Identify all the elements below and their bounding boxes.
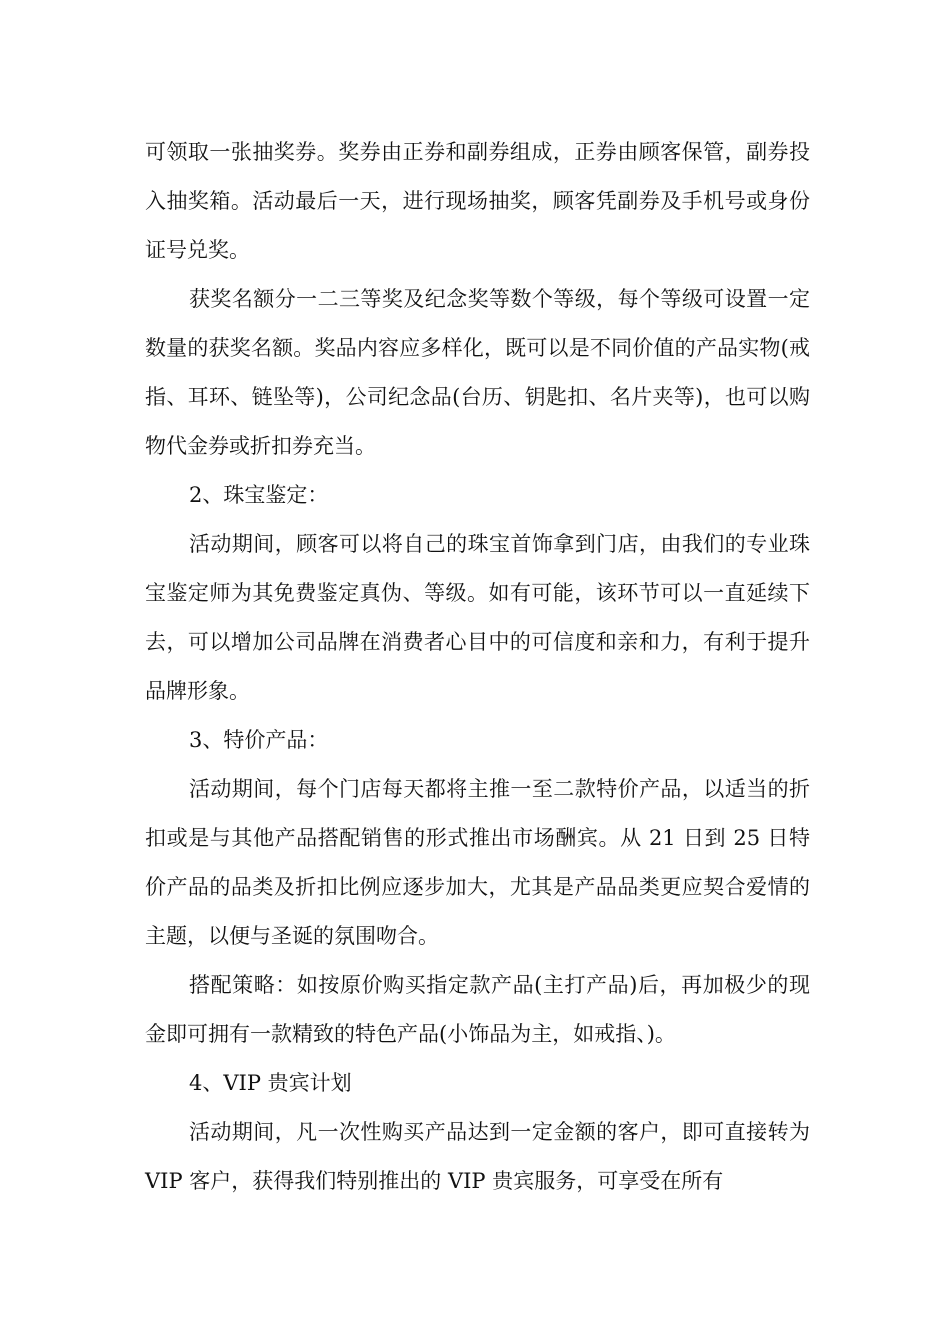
- paragraph-bundle-strategy: 搭配策略：如按原价购买指定款产品(主打产品)后，再加极少的现金即可拥有一款精致的特色产品(小饰品为主，如戒指、)。: [145, 973, 810, 1046]
- paragraph-jewelry-appraisal: 活动期间，顾客可以将自己的珠宝首饰拿到门店，由我们的专业珠宝鉴定师为其免费鉴定真伪、等级。如有可能，该环节可以一直延续下去，可以增加公司品牌在消费者心目中的可信度和亲和力，有利于提升品牌形象。: [145, 532, 810, 703]
- paragraph-lottery-ticket: 可领取一张抽奖券。奖券由正券和副券组成，正券由顾客保管，副券投入抽奖箱。活动最后一天，进行现场抽奖，顾客凭副券及手机号或身份证号兑奖。: [145, 140, 810, 262]
- paragraph-prize-levels: 获奖名额分一二三等奖及纪念奖等数个等级，每个等级可设置一定数量的获奖名额。奖品内容应多样化，既可以是不同价值的产品实物(戒指、耳环、链坠等)，公司纪念品(台历、钥匙扣、名片夹等)，也可以购物代金券或折扣券充当。: [145, 287, 810, 458]
- paragraph-special-offers: 活动期间，每个门店每天都将主推一至二款特价产品，以适当的折扣或是与其他产品搭配销售的形式推出市场酬宾。从 21 日到 25 日特价产品的品类及折扣比例应逐步加大，尤其是产品品类更应契合爱情的主题，以便与圣诞的氛围吻合。: [145, 777, 810, 948]
- paragraph-vip-plan: 活动期间，凡一次性购买产品达到一定金额的客户，即可直接转为 VIP 客户，获得我们特别推出的 VIP 贵宾服务，可享受在所有: [145, 1120, 810, 1193]
- section-heading-jewelry-appraisal: 2、珠宝鉴定：: [189, 483, 329, 507]
- section-heading-special-offers: 3、特价产品：: [189, 728, 329, 752]
- document-body: [145, 128, 810, 1206]
- section-heading-vip-plan: 4、VIP 贵宾计划: [189, 1071, 352, 1095]
